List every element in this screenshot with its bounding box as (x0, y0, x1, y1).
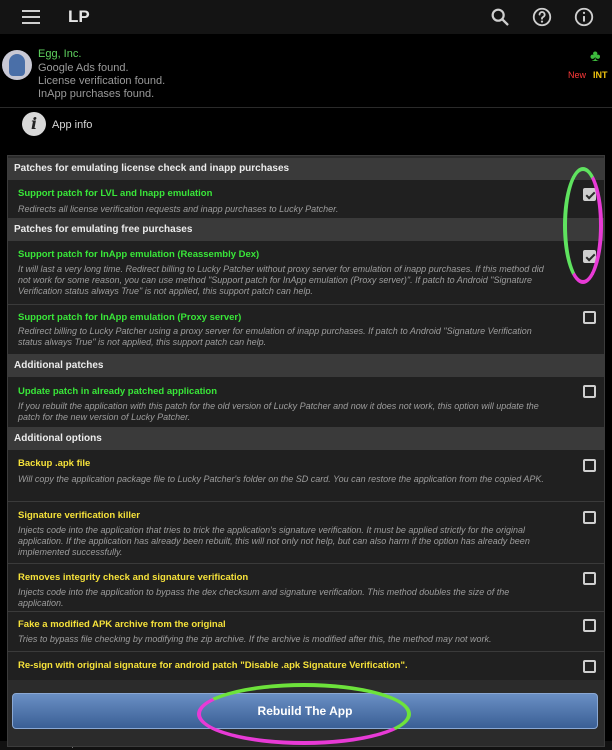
option-checkbox[interactable] (583, 572, 596, 585)
option-title: Re-sign with original signature for android patch "Disable .apk Signature Verification". (18, 660, 408, 671)
option-checkbox[interactable] (583, 511, 596, 524)
app-icon (2, 50, 32, 80)
option-row[interactable] (8, 502, 604, 564)
option-checkbox[interactable] (583, 311, 596, 324)
option-description: If you rebuilt the application with this patch for the old version of Lucky Patcher and now it does not work, this option will update the patch for the new version of Lucky Patcher. (18, 401, 539, 422)
app-status-line: License verification found. (38, 75, 166, 87)
option-description: Will copy the application package file to Lucky Patcher's folder on the SD card. You can restore the application from the copied APK. (18, 474, 544, 484)
option-checkbox[interactable] (583, 660, 596, 673)
new-badge: New (568, 70, 587, 80)
option-row[interactable] (8, 450, 604, 502)
option-checkbox[interactable] (583, 385, 596, 398)
app-status-line: InApp purchases found. (38, 88, 155, 100)
option-description: It will last a very long time. Redirect billing to Lucky Patcher without proxy server for emulation of inapp purchases. If this method did not work for some reason, you can use method "Support patch for InApp emulation (Proxy server)". If patch to Android "Signature Verification status always True" is not applied, this support patch can help. (18, 264, 544, 296)
option-checkbox[interactable] (583, 188, 596, 201)
section-header: Patches for emulating license check and inapp purchases (8, 158, 604, 180)
option-row[interactable] (8, 180, 604, 219)
section-header: Additional patches (8, 355, 604, 377)
app-list-item[interactable] (0, 40, 612, 104)
clover-icon: ♣ (590, 48, 601, 65)
app-info-row[interactable] (0, 110, 612, 142)
option-description: Tries to bypass file checking by modifying the zip archive. If the archive is modified after this, the method may not work. (18, 634, 492, 644)
menu-icon[interactable] (22, 10, 40, 24)
search-icon[interactable] (489, 6, 511, 28)
rebuild-options-dialog (7, 155, 605, 747)
option-title: Fake a modified APK archive from the original (18, 619, 226, 630)
app-info-icon: i (22, 112, 46, 136)
help-icon[interactable] (531, 6, 553, 28)
option-title: Support patch for InApp emulation (Proxy server) (18, 312, 242, 323)
rebuild-app-button[interactable]: Rebuild The App (12, 693, 598, 729)
app-status-line: Google Ads found. (38, 62, 129, 74)
option-title: Removes integrity check and signature verification (18, 572, 249, 583)
section-header: Patches for emulating free purchases (8, 219, 604, 241)
option-row[interactable] (8, 241, 604, 305)
app-name: Egg, Inc. (38, 48, 82, 60)
section-header: Additional options (8, 428, 604, 450)
option-title: Backup .apk file (18, 458, 91, 469)
app-bar (0, 0, 612, 34)
info-icon[interactable] (573, 6, 595, 28)
option-description: Redirects all license verification requests and inapp purchases to Lucky Patcher. (18, 204, 339, 214)
app-title: LP (68, 7, 90, 26)
divider (0, 107, 612, 108)
option-checkbox[interactable] (583, 459, 596, 472)
option-title: Support patch for LVL and Inapp emulation (18, 188, 213, 199)
option-row[interactable] (8, 612, 604, 652)
option-title: Support patch for InApp emulation (Reassembly Dex) (18, 249, 260, 260)
option-row[interactable] (8, 305, 604, 355)
option-description: Injects code into the application to bypass the dex checksum and signature verification. This method doubles the size of the application. (18, 587, 510, 608)
option-title: Signature verification killer (18, 510, 140, 521)
option-row[interactable] (8, 564, 604, 612)
option-row[interactable] (8, 652, 604, 680)
option-description: Injects code into the application that tries to trick the application's signature verification. It must be applied strictly for the original application. If the application has already been rebuilt, this will not only not help, but can also harm if the option has already been implemented successfully. (18, 525, 530, 557)
option-checkbox[interactable] (583, 619, 596, 632)
app-info-label: App info (52, 119, 93, 131)
option-title: Update patch in already patched application (18, 386, 218, 397)
option-checkbox[interactable] (583, 250, 596, 263)
option-description: Redirect billing to Lucky Patcher using a proxy server for emulation of inapp purchases. If patch to Android "Signature Verification status always True" is not applied, this support patch can help. (18, 326, 532, 347)
option-row[interactable] (8, 377, 604, 428)
int-badge: INT (593, 70, 608, 80)
